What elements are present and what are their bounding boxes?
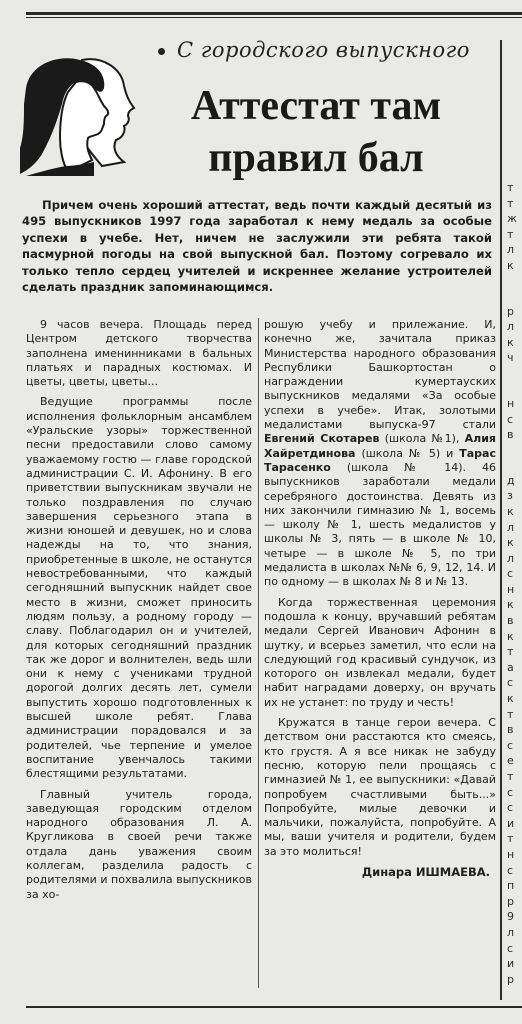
paragraph: Главный учитель города, заведующая городским отделом народного образования Л. А. Кругликова в своей речи также отдала дань уважения своим коллегам, разделила радость с родителями и похвалила выпускников за хо-: [26, 787, 252, 901]
paragraph: Ведущие программы после исполнения фольклорным ансамблем «Уральские узоры» торжественной песни предоставили слово самому уважаемому гостю — главе городской администрации С. И. Афонину. В его приветствии выпускникам звучали не только поздравления по случаю завершения серьезного этапа в жизни юношей и девушек, но и слова надежды на то, что знания, приобретенные в школе, не останутся невостребованными, что каждый сегодняшний выпускник найдет свое место в жизни, сможет приносить людям пользу, а родному городу — славу. Поблагодарил он и учителей, для которых сегодняшний праздник так же дорог и волнителен, ведь шли они к нему с учениками трудной дорогой долгих десять лет, сумели выпустить хорошо подготовленных к высшей школе ребят. Глава администрации порадовался и за родителей, чье терпение и умелое воспитание увенчалось такими блестящими результатами.: [26, 395, 252, 781]
headline: [146, 80, 486, 184]
top-rule: [26, 12, 522, 15]
author-byline: Динара ИШМАЕВА.: [361, 864, 490, 879]
medalist-name: Тарас Тарасенко: [264, 446, 496, 474]
article-column-left: [26, 318, 252, 908]
rubric-text: С городского выпускного: [177, 38, 470, 62]
article-column-right: [264, 318, 496, 879]
text-run: (школа № 14). 46 выпускников заработали медали серебряного достоинства. Девять из них закончили гимназию № 1, восемь — школу № 1, шесть медалистов у школы № 3, пять — в школе № 10, четыре — в школе № 5, по три медалиста в школах №№ 6, 9, 12, 14. И по одному — в школах № 8 и № 13.: [264, 460, 496, 589]
column-divider: [258, 318, 259, 988]
bottom-rule: [26, 1006, 522, 1008]
right-column-divider: [500, 40, 502, 1000]
paragraph: 9 часов вечера. Площадь перед Центром детского творчества заполнена именинниками в бальных платьях и парадных костюмах. И цветы, цветы, цветы...: [26, 318, 252, 389]
medalist-name: Евгений Скотарев: [264, 432, 380, 446]
paragraph-medalists: [264, 318, 496, 590]
text-run: (школа №1),: [379, 432, 465, 446]
lead-paragraph: Причем очень хороший аттестат, ведь почти каждый десятый из 495 выпускников 1997 года заработал к нему медаль за особые успехи в учебе. Нет, ничем не заслужили эти ребята такой пасмурной погоды на свой выпускной бал. Поэтому согревало их только тепло сердец учителей и искреннее желание устроителей сделать праздник запоминающимся.: [22, 198, 492, 295]
text-run: (школа № 5) и: [355, 446, 460, 460]
headline-line-1: Аттестат там: [190, 83, 442, 129]
adjacent-article-fragment: т т ж т л к р л к ч н с в д з к л к л с н к в к т а с к т в с е т с с и т н с п р 9 л с и р: [507, 181, 517, 986]
paragraph: Когда торжественная церемония подошла к концу, вручавший ребятам медали Сергей Иванович Афонин в шутку, и всерьез заметил, что если на следующий год красивый сундучок, из которого он извлекал медали, будет набит наградами доверху, он вручать их не устанет: по труду и честь!: [264, 595, 496, 709]
bullet-icon: [158, 48, 165, 55]
paragraph: Кружатся в танце герои вечера. С детством они расстаются кто смеясь, кто грустя. А я все никак не забуду песню, которую пели прощаясь с гимназией № 1, ее выпускники: «Давай попробуем счастливыми быть...» Попробуйте, милые девочки и мальчики, пожалуйста, попробуйте. А мы, ваши учителя и родители, будем за это молиться!: [264, 716, 496, 858]
top-rule-thin: [26, 17, 522, 18]
text-run: рошую учебу и прилежание. И, конечно же, зачитала приказ Министерства народного образования Республики Башкортостан о награждении кумертауских выпускников медалями «За особые успехи в учебе». Итак, золотыми медалистами выпуска-97 стали: [264, 318, 496, 432]
rubric: [158, 38, 488, 62]
headline-line-2: правил бал: [208, 135, 424, 181]
graduates-profile-logo: [18, 52, 142, 180]
medalist-name: Алия Хайретдинова: [264, 432, 496, 460]
